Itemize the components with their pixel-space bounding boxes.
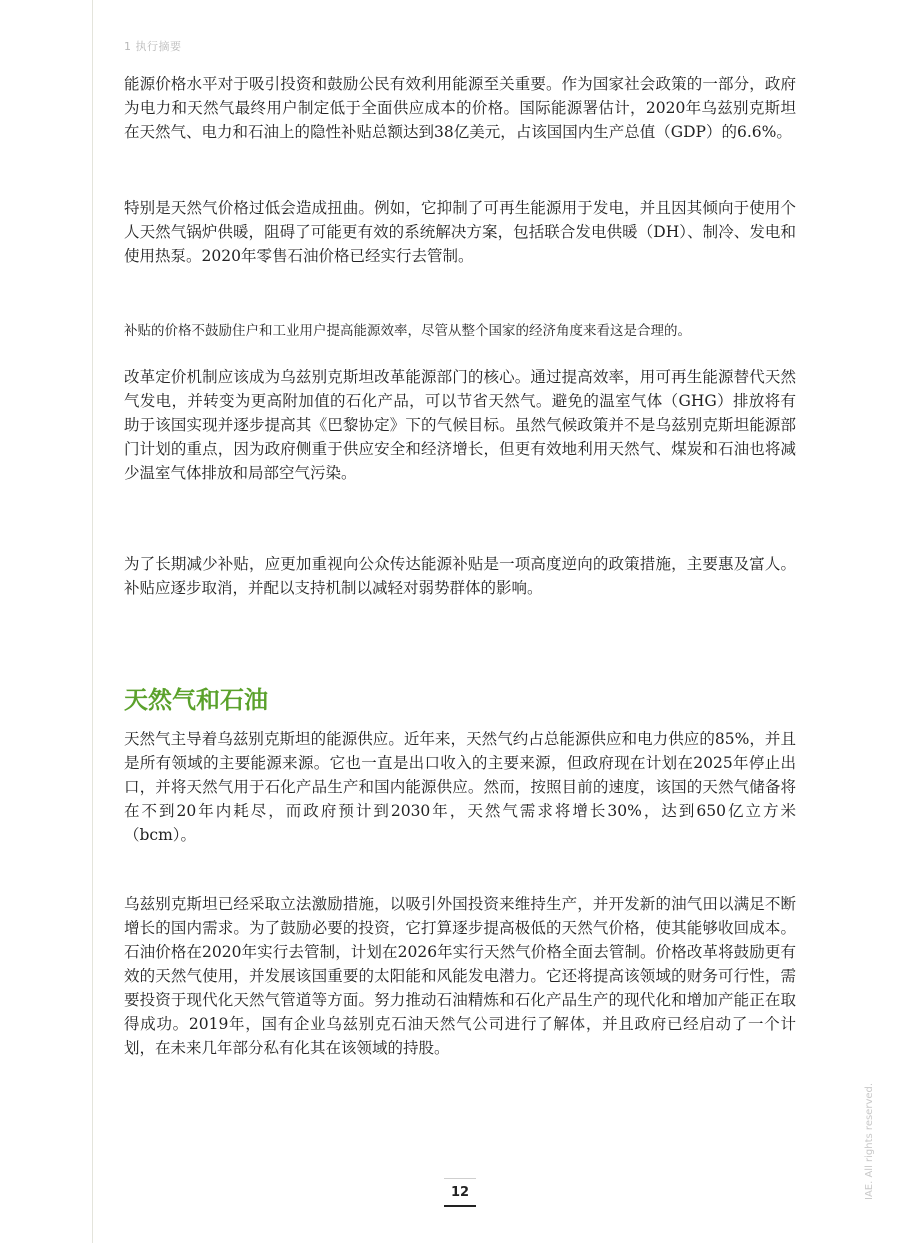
paragraph-gas-dominance: 天然气主导着乌兹别克斯坦的能源供应。近年来，天然气约占总能源供应和电力供应的85%，并且是所有领域的主要能源来源。它也一直是出口收入的主要来源，但政府现在计划在2025年停止出口，并将天然气用于石化产品生产和国内能源供应。然而，按照目前的速度，该国的天然气储备将在不到20年内耗尽，而政府预计到2030年，天然气需求将增长30%，达到650亿立方米（bcm）。 bbox=[124, 730, 796, 844]
left-margin-rule bbox=[92, 0, 93, 1243]
page-number: 12 bbox=[444, 1178, 476, 1207]
copyright-notice: IAE. All rights reserved. bbox=[864, 1082, 875, 1200]
paragraph-reduce-subsidies: 为了长期减少补贴，应更加重视向公众传达能源补贴是一项高度逆向的政策措施，主要惠及富人。补贴应逐步取消，并配以支持机制以减轻对弱势群体的影响。 bbox=[124, 555, 796, 597]
section-heading-gas-oil: 天然气和石油 bbox=[124, 686, 268, 714]
paragraph-legislative-incentives: 乌兹别克斯坦已经采取立法激励措施，以吸引外国投资来维持生产，并开发新的油气田以满足不断增长的国内需求。为了鼓励必要的投资，它打算逐步提高极低的天然气价格，使其能够收回成本。石油价格在2020年实行去管制，计划在2026年实行天然气价格全面去管制。价格改革将鼓励更有效的天然气使用，并发展该国重要的太阳能和风能发电潜力。它还将提高该领域的财务可行性，需要投资于现代化天然气管道等方面。努力推动石油精炼和石化产品生产的现代化和增加产能正在取得成功。2019年，国有企业乌兹别克石油天然气公司进行了解体，并且政府已经启动了一个计划，在未来几年部分私有化其在该领域的持股。 bbox=[124, 895, 796, 1057]
paragraph-gas-distortion: 特别是天然气价格过低会造成扭曲。例如，它抑制了可再生能源用于发电，并且因其倾向于使用个人天然气锅炉供暖，阻碍了可能更有效的系统解决方案，包括联合发电供暖（DH）、制冷、发电和使用热泵。2020年零售石油价格已经实行去管制。 bbox=[124, 199, 796, 265]
paragraph-energy-pricing: 能源价格水平对于吸引投资和鼓励公民有效利用能源至关重要。作为国家社会政策的一部分，政府为电力和天然气最终用户制定低于全面供应成本的价格。国际能源署估计，2020年乌兹别克斯坦在天然气、电力和石油上的隐性补贴总额达到38亿美元，占该国国内生产总值（GDP）的6.6%。 bbox=[124, 75, 796, 141]
paragraph-subsidy-efficiency: 补贴的价格不鼓励住户和工业用户提高能源效率，尽管从整个国家的经济角度来看这是合理的。 bbox=[124, 323, 691, 339]
paragraph-pricing-reform: 改革定价机制应该成为乌兹别克斯坦改革能源部门的核心。通过提高效率，用可再生能源替代天然气发电，并转变为更高附加值的石化产品，可以节省天然气。避免的温室气体（GHG）排放将有助于该国实现并逐步提高其《巴黎协定》下的气候目标。虽然气候政策并不是乌兹别克斯坦能源部门计划的重点，因为政府侧重于供应安全和经济增长，但更有效地利用天然气、煤炭和石油也将减少温室气体排放和局部空气污染。 bbox=[124, 368, 796, 482]
running-header: 1 执行摘要 bbox=[124, 40, 182, 53]
